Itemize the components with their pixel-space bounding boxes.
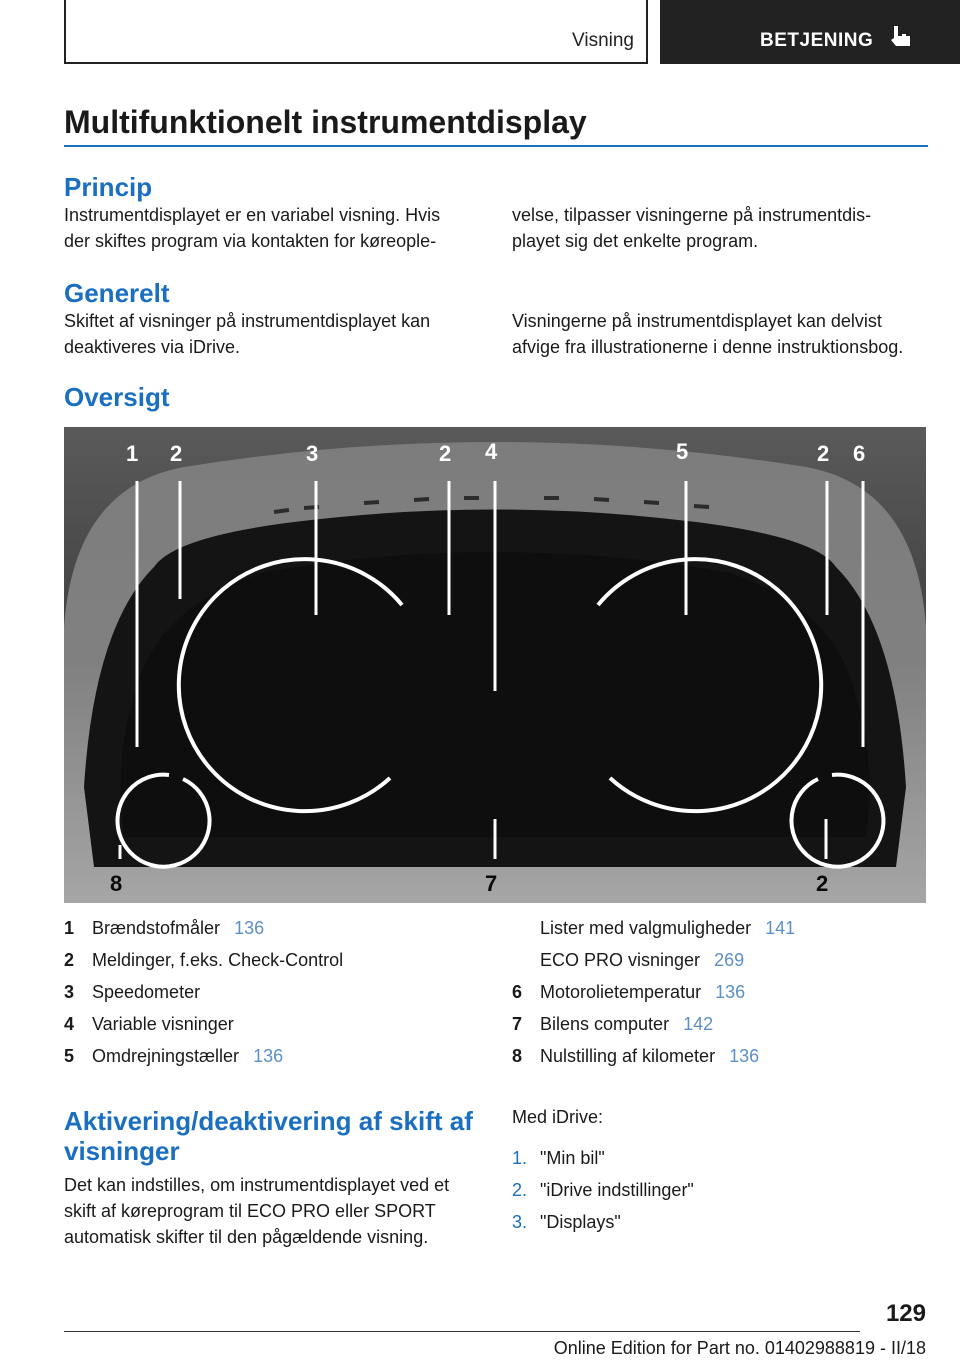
legend-left — [64, 912, 343, 1072]
page-reference-link[interactable]: 141 — [765, 918, 796, 938]
callout-number: 2 — [439, 441, 452, 466]
legend-item — [512, 976, 795, 1008]
legend-item — [512, 912, 795, 944]
step-item — [512, 1206, 694, 1238]
step-number: 3. — [512, 1212, 528, 1232]
instrument-cluster-illustration — [64, 427, 926, 903]
header-chapter-tab[interactable] — [660, 0, 960, 64]
aktivering-heading-line1: Aktivering/deaktivering af skift af — [64, 1106, 473, 1136]
legend-item — [64, 1008, 343, 1040]
step-number: 1. — [512, 1148, 528, 1168]
generelt-text-col2: Visningerne på instrumentdisplayet kan delvist afvige fra illustrationerne i denne instruktionsbog. — [512, 311, 904, 357]
legend-item — [512, 1008, 795, 1040]
page-number: 129 — [885, 1300, 926, 1327]
page-reference-link[interactable]: 136 — [729, 1046, 760, 1066]
legend-text: Nulstilling af kilometer — [540, 1046, 716, 1066]
page-reference-link[interactable]: 142 — [683, 1014, 714, 1034]
page-reference-link[interactable]: 136 — [234, 918, 265, 938]
step-number: 2. — [512, 1180, 528, 1200]
page-reference-link[interactable]: 136 — [715, 982, 746, 1002]
footer-rule — [64, 1331, 860, 1332]
idrive-intro: Med iDrive: — [512, 1107, 604, 1127]
chapter-label: BETJENING — [760, 30, 874, 51]
generelt-text-col1: Skiftet af visninger på instrumentdisplayet kan deaktiveres via iDrive. — [64, 311, 431, 357]
callout-number: 4 — [485, 439, 498, 464]
page-reference-link[interactable]: 136 — [253, 1046, 284, 1066]
legend-item — [64, 912, 343, 944]
callout-number: 2 — [817, 441, 830, 466]
callout-number: 1 — [126, 441, 139, 466]
callout-number: 7 — [485, 871, 498, 896]
legend-item — [512, 944, 795, 976]
legend-item — [64, 944, 343, 976]
legend-text: Brændstofmåler — [92, 918, 221, 938]
callout-number: 2 — [170, 441, 183, 466]
legend-text: Speedometer — [92, 982, 201, 1002]
callout-number: 3 — [306, 441, 319, 466]
generelt-heading: Generelt — [64, 278, 170, 308]
step-item — [512, 1174, 694, 1206]
legend-number: 6 — [512, 982, 523, 1002]
oversigt-heading: Oversigt — [64, 382, 170, 412]
aktivering-heading-line2: visninger — [64, 1136, 180, 1166]
step-item — [512, 1142, 694, 1174]
legend-text: Bilens computer — [540, 1014, 670, 1034]
legend-text: Meldinger, f.eks. Check-Control — [92, 950, 344, 970]
legend-number: 8 — [512, 1046, 523, 1066]
legend-text: ECO PRO visninger — [540, 950, 701, 970]
title-rule — [64, 145, 928, 147]
callout-number: 2 — [816, 871, 829, 896]
legend-text: Lister med valgmuligheder — [540, 918, 752, 938]
legend-item — [512, 1040, 795, 1072]
princip-text-col2: velse, tilpasser visningerne på instrumentdis- playet sig det enkelte program. — [512, 205, 872, 251]
step-text: "iDrive indstillinger" — [540, 1180, 694, 1200]
princip-text-col1: Instrumentdisplayet er en variabel visning. Hvis der skiftes program via kontakten for køreople- — [64, 205, 441, 251]
page-title: Multifunktionelt instrumentdisplay — [64, 104, 587, 140]
callout-number: 5 — [676, 439, 689, 464]
aktivering-body: Det kan indstilles, om instrumentdisplayet ved et skift af køreprogram til ECO PRO eller SPORT automatisk skifter til den pågældende visning. — [64, 1175, 450, 1247]
section-label: Visning — [572, 30, 634, 51]
legend-text: Variable visninger — [92, 1014, 234, 1034]
legend-item — [64, 1040, 343, 1072]
aktivering-heading — [64, 1106, 473, 1166]
legend-text: Motorolietemperatur — [540, 982, 702, 1002]
legend-number: 3 — [64, 982, 75, 1002]
legend-number: 4 — [64, 1014, 75, 1034]
step-text: "Min bil" — [540, 1148, 605, 1168]
callout-number: 8 — [110, 871, 123, 896]
step-text: "Displays" — [540, 1212, 621, 1232]
legend-number: 1 — [64, 918, 75, 938]
header-section-tab — [64, 0, 648, 64]
legend-text: Omdrejningstæller — [92, 1046, 240, 1066]
princip-heading: Princip — [64, 172, 153, 202]
legend-number: 7 — [512, 1014, 523, 1034]
pointing-hand-icon — [888, 24, 914, 50]
callout-number: 6 — [853, 441, 866, 466]
idrive-steps — [512, 1142, 694, 1238]
edition-footer: Online Edition for Part no. 01402988819 - II/18 — [553, 1338, 926, 1358]
legend-right — [512, 912, 795, 1072]
page-reference-link[interactable]: 269 — [714, 950, 745, 970]
legend-number: 2 — [64, 950, 75, 970]
legend-number: 5 — [64, 1046, 75, 1066]
legend-item — [64, 976, 343, 1008]
